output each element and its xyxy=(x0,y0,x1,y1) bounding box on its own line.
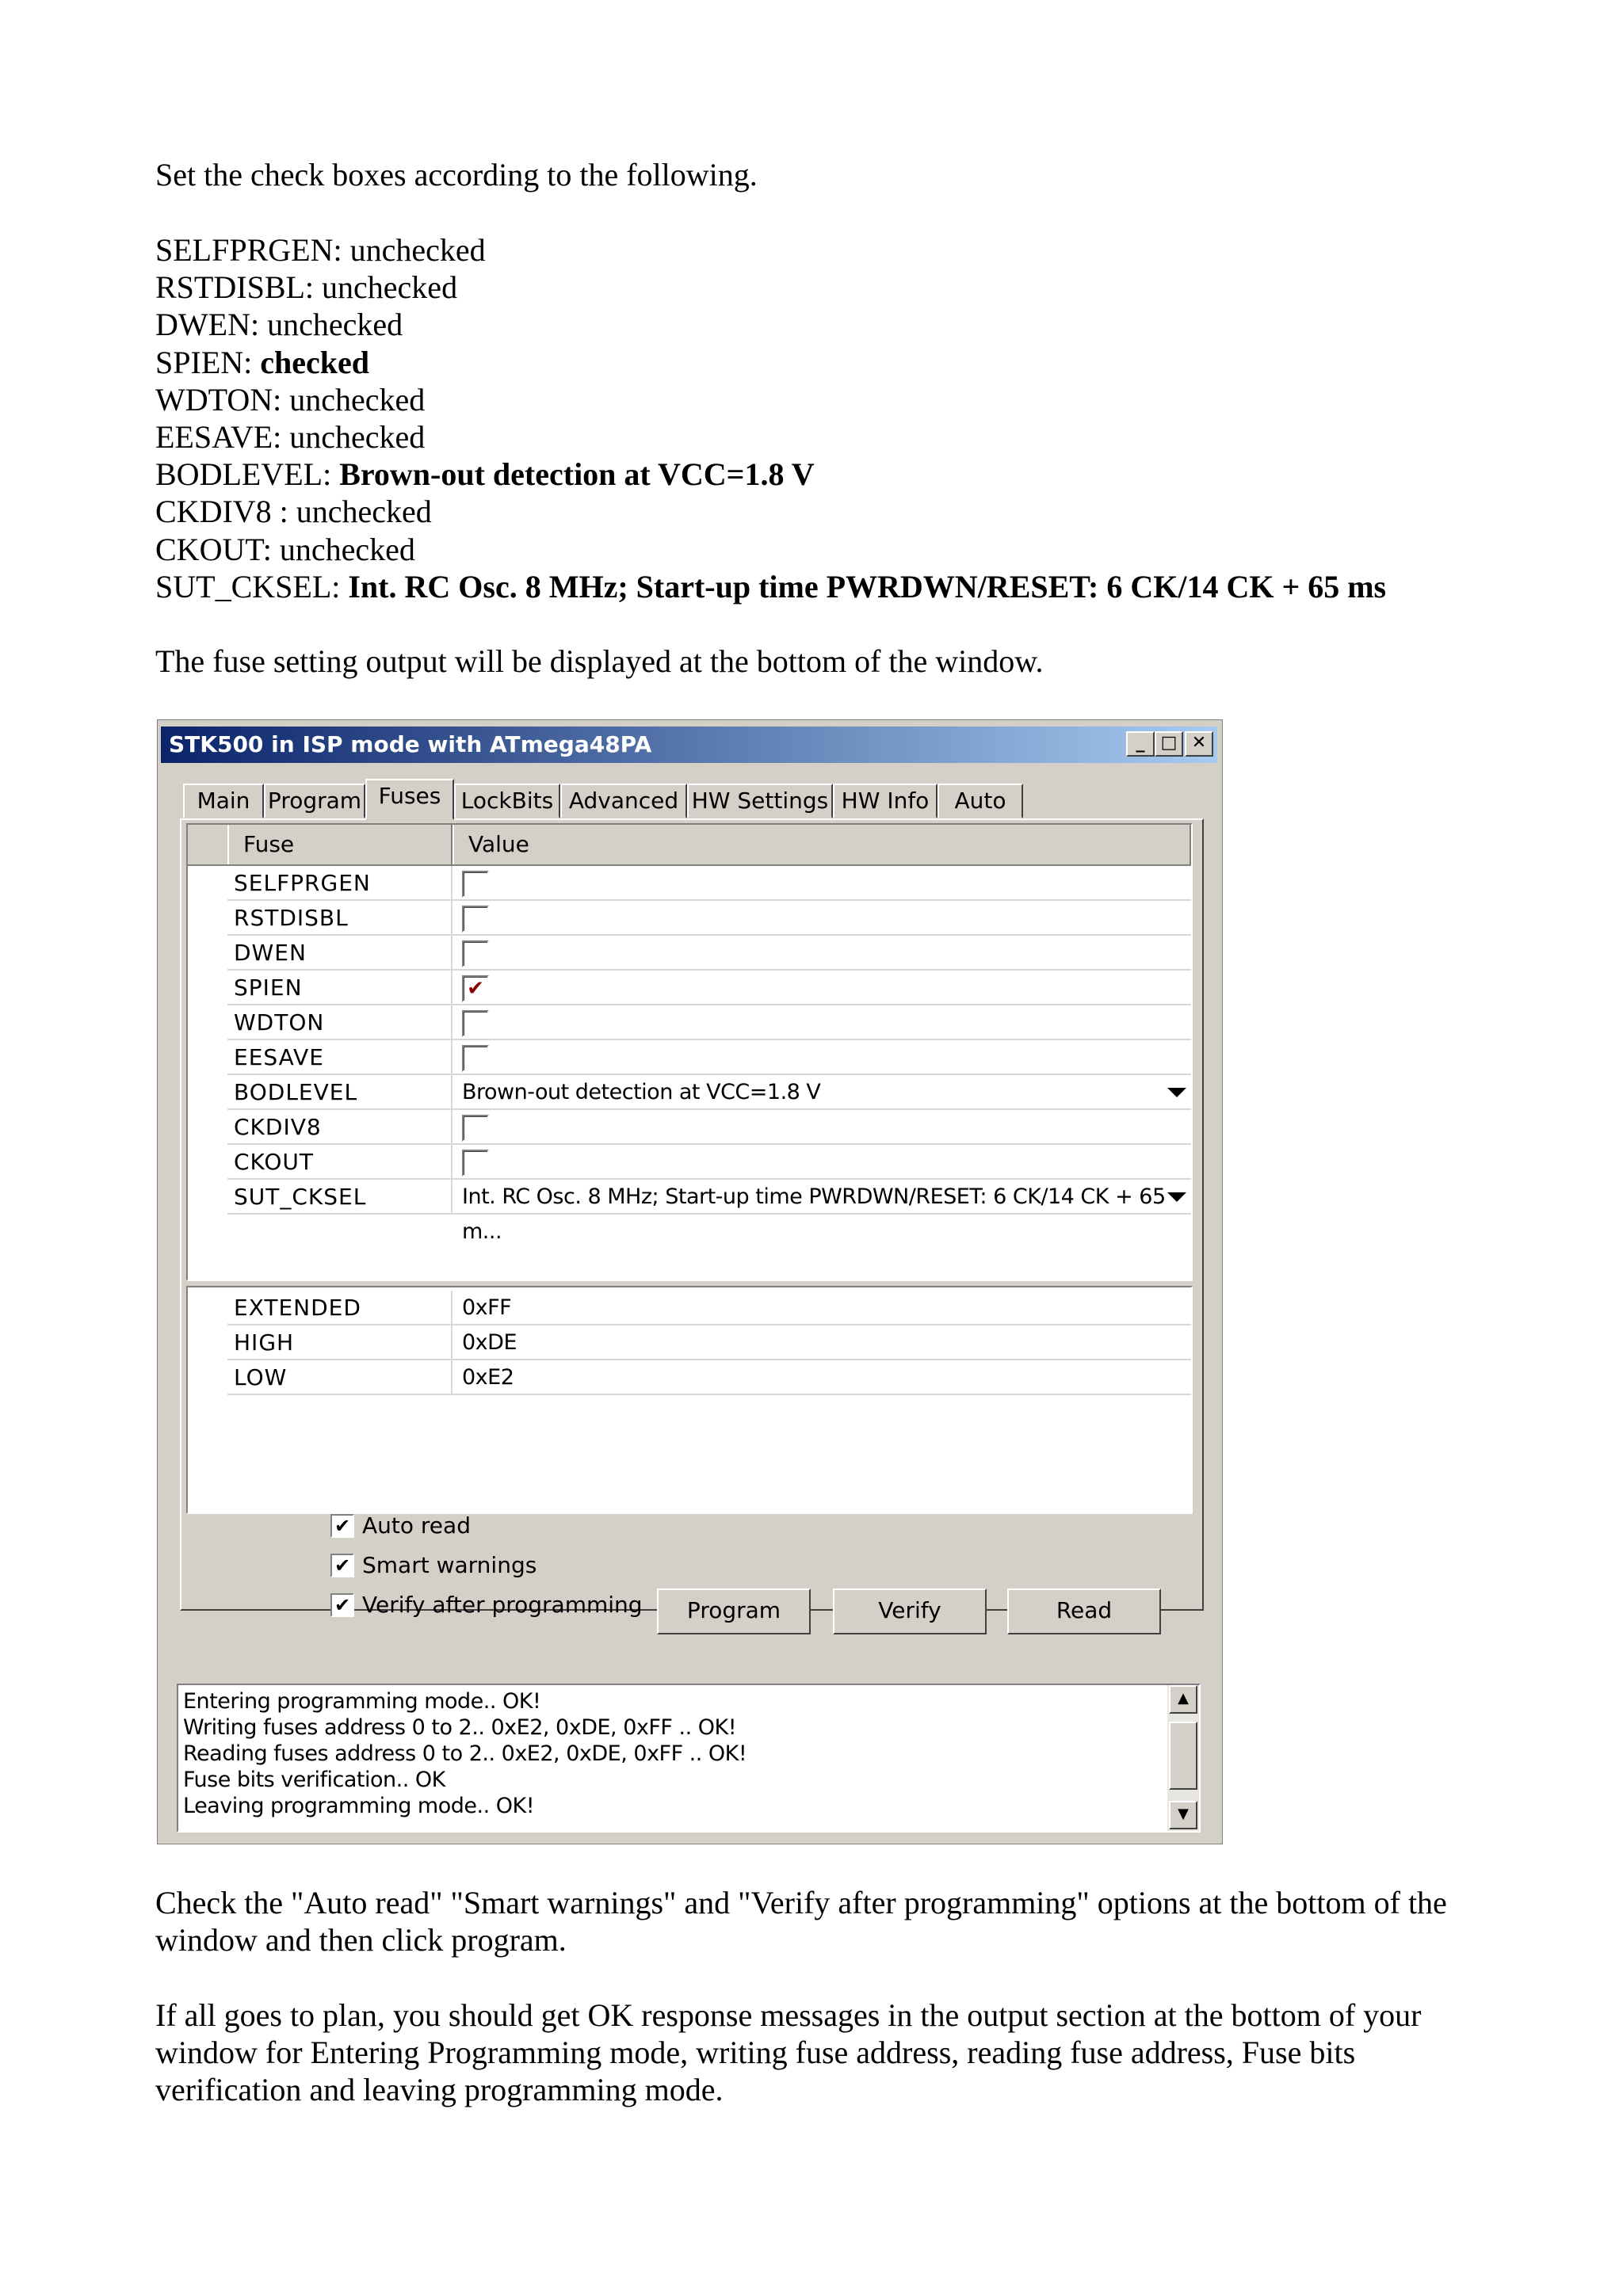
tab-advanced[interactable]: Advanced xyxy=(560,784,687,818)
register-row xyxy=(227,1325,1191,1360)
setting-line: DWEN: unchecked xyxy=(155,307,403,342)
fuse-row xyxy=(227,971,1191,1005)
tab-hw-settings[interactable]: HW Settings xyxy=(687,784,833,818)
setting-line: WDTON: unchecked xyxy=(155,382,426,418)
auto-read-option[interactable]: ✔ Auto read xyxy=(362,1512,471,1539)
instruction-paragraph-1: Check the "Auto read" "Smart warnings" and "Verify after programming" options at the bottom of the window and then click program. xyxy=(155,1885,1447,1958)
verify-after-programming-option[interactable]: ✔ Verify after programming xyxy=(362,1592,643,1619)
fuse-row xyxy=(227,1005,1191,1040)
tab-hw-info[interactable]: HW Info xyxy=(833,784,938,818)
ckout-checkbox[interactable] xyxy=(462,1150,489,1177)
register-name: LOW xyxy=(234,1364,288,1390)
stk500-window xyxy=(157,719,1223,1844)
fuse-row xyxy=(227,1180,1191,1244)
fuse-name: BODLEVEL xyxy=(234,1079,358,1105)
fuse-row xyxy=(227,1075,1191,1110)
fuse-column-header[interactable]: Fuse xyxy=(227,825,453,864)
setting-line: SUT_CKSEL: Int. RC Osc. 8 MHz; Start-up time PWRDWN/RESET: 6 CK/14 CK + 65 ms xyxy=(155,569,1387,605)
setting-line: SELFPRGEN: unchecked xyxy=(155,232,486,268)
tab-program[interactable]: Program xyxy=(264,784,365,818)
output-log[interactable] xyxy=(177,1684,1201,1833)
setting-line: BODLEVEL: Brown-out detection at VCC=1.8 V xyxy=(155,456,815,492)
maximize-button[interactable]: □ xyxy=(1155,731,1183,757)
fuse-row xyxy=(227,1040,1191,1075)
minimize-button[interactable]: _ xyxy=(1126,731,1155,757)
smart-warnings-checkbox[interactable]: ✔ xyxy=(330,1554,354,1577)
window-title: STK500 in ISP mode with ATmega48PA xyxy=(169,731,652,757)
scroll-down-icon[interactable]: ▼ xyxy=(1169,1801,1197,1829)
selfprgen-checkbox[interactable] xyxy=(462,871,489,898)
read-button[interactable]: Read xyxy=(1007,1589,1161,1634)
smart-warnings-option[interactable]: ✔ Smart warnings xyxy=(362,1552,537,1579)
fuse-name: WDTON xyxy=(234,1009,325,1035)
title-bar xyxy=(161,727,1217,763)
ckdiv8-checkbox[interactable] xyxy=(462,1115,489,1142)
fuse-name: RSTDISBL xyxy=(234,905,349,931)
fuse-row xyxy=(227,1145,1191,1180)
fuse-name: SUT_CKSEL xyxy=(234,1184,367,1210)
log-line: Fuse bits verification.. OK xyxy=(183,1768,445,1792)
register-grid xyxy=(186,1286,1193,1514)
register-value[interactable]: 0xE2 xyxy=(462,1365,514,1390)
setting-line: RSTDISBL: unchecked xyxy=(155,269,458,305)
setting-line: CKOUT: unchecked xyxy=(155,532,415,567)
chevron-down-icon[interactable] xyxy=(1167,1088,1186,1097)
fuse-name: DWEN xyxy=(234,940,307,966)
grid-header xyxy=(188,825,1191,866)
log-line: Reading fuses address 0 to 2.. 0xE2, 0xDE, 0xFF .. OK! xyxy=(183,1741,747,1766)
eesave-checkbox[interactable] xyxy=(462,1045,489,1072)
fuse-name: CKDIV8 xyxy=(234,1114,322,1140)
setting-line: SPIEN: checked xyxy=(155,345,370,380)
fuse-name: CKOUT xyxy=(234,1149,315,1175)
fuse-name: SPIEN xyxy=(234,974,303,1001)
fuse-row xyxy=(227,1110,1191,1145)
fuse-grid xyxy=(186,823,1193,1281)
tab-main[interactable]: Main xyxy=(183,784,264,818)
tab-auto[interactable]: Auto xyxy=(938,784,1023,818)
sut-cksel-select[interactable]: Int. RC Osc. 8 MHz; Start-up time PWRDWN/RESET: 6 CK/14 CK + 65 m... xyxy=(462,1184,1166,1244)
rstdisbl-checkbox[interactable] xyxy=(462,906,489,933)
fuse-name: SELFPRGEN xyxy=(234,870,371,896)
bodlevel-select[interactable]: Brown-out detection at VCC=1.8 V xyxy=(462,1080,821,1104)
register-value[interactable]: 0xFF xyxy=(462,1295,512,1320)
auto-read-checkbox[interactable]: ✔ xyxy=(330,1514,354,1538)
fuse-row xyxy=(227,936,1191,971)
log-line: Leaving programming mode.. OK! xyxy=(183,1794,535,1818)
scroll-up-icon[interactable]: ▲ xyxy=(1169,1685,1197,1714)
chevron-down-icon[interactable] xyxy=(1167,1192,1186,1202)
register-value[interactable]: 0xDE xyxy=(462,1330,517,1355)
log-line: Entering programming mode.. OK! xyxy=(183,1689,541,1714)
close-button[interactable]: ✕ xyxy=(1185,731,1213,757)
tab-fuses[interactable]: Fuses xyxy=(365,779,454,820)
intro-text: Set the check boxes according to the following. xyxy=(155,157,758,193)
setting-line: CKDIV8 : unchecked xyxy=(155,494,432,529)
fuse-row xyxy=(227,901,1191,936)
value-column-header[interactable]: Value xyxy=(453,825,1191,864)
register-row xyxy=(227,1291,1191,1325)
register-name: HIGH xyxy=(234,1329,295,1356)
fuses-panel xyxy=(180,818,1204,1611)
spien-checkbox[interactable]: ✔ xyxy=(462,975,489,1002)
log-line: Writing fuses address 0 to 2.. 0xE2, 0xDE, 0xFF .. OK! xyxy=(183,1715,737,1740)
verify-after-programming-checkbox[interactable]: ✔ xyxy=(330,1593,354,1617)
fuse-name: EESAVE xyxy=(234,1044,324,1070)
register-name: EXTENDED xyxy=(234,1295,361,1321)
log-scrollbar[interactable] xyxy=(1167,1685,1199,1831)
scroll-thumb[interactable] xyxy=(1169,1722,1197,1790)
fuse-row xyxy=(227,866,1191,901)
setting-line: EESAVE: unchecked xyxy=(155,419,426,455)
instruction-paragraph-2: If all goes to plan, you should get OK response messages in the output section at the bottom of your window for Entering Programming mode, writing fuse address, reading fuse address, Fuse bits verification and leaving programming mode. xyxy=(155,1997,1422,2107)
verify-button[interactable]: Verify xyxy=(833,1589,987,1634)
program-button[interactable]: Program xyxy=(657,1589,811,1634)
fuse-output-note: The fuse setting output will be displayed at the bottom of the window. xyxy=(155,643,1044,679)
tab-lockbits[interactable]: LockBits xyxy=(454,784,560,818)
register-row xyxy=(227,1360,1191,1395)
wdton-checkbox[interactable] xyxy=(462,1010,489,1037)
dwen-checkbox[interactable] xyxy=(462,940,489,967)
